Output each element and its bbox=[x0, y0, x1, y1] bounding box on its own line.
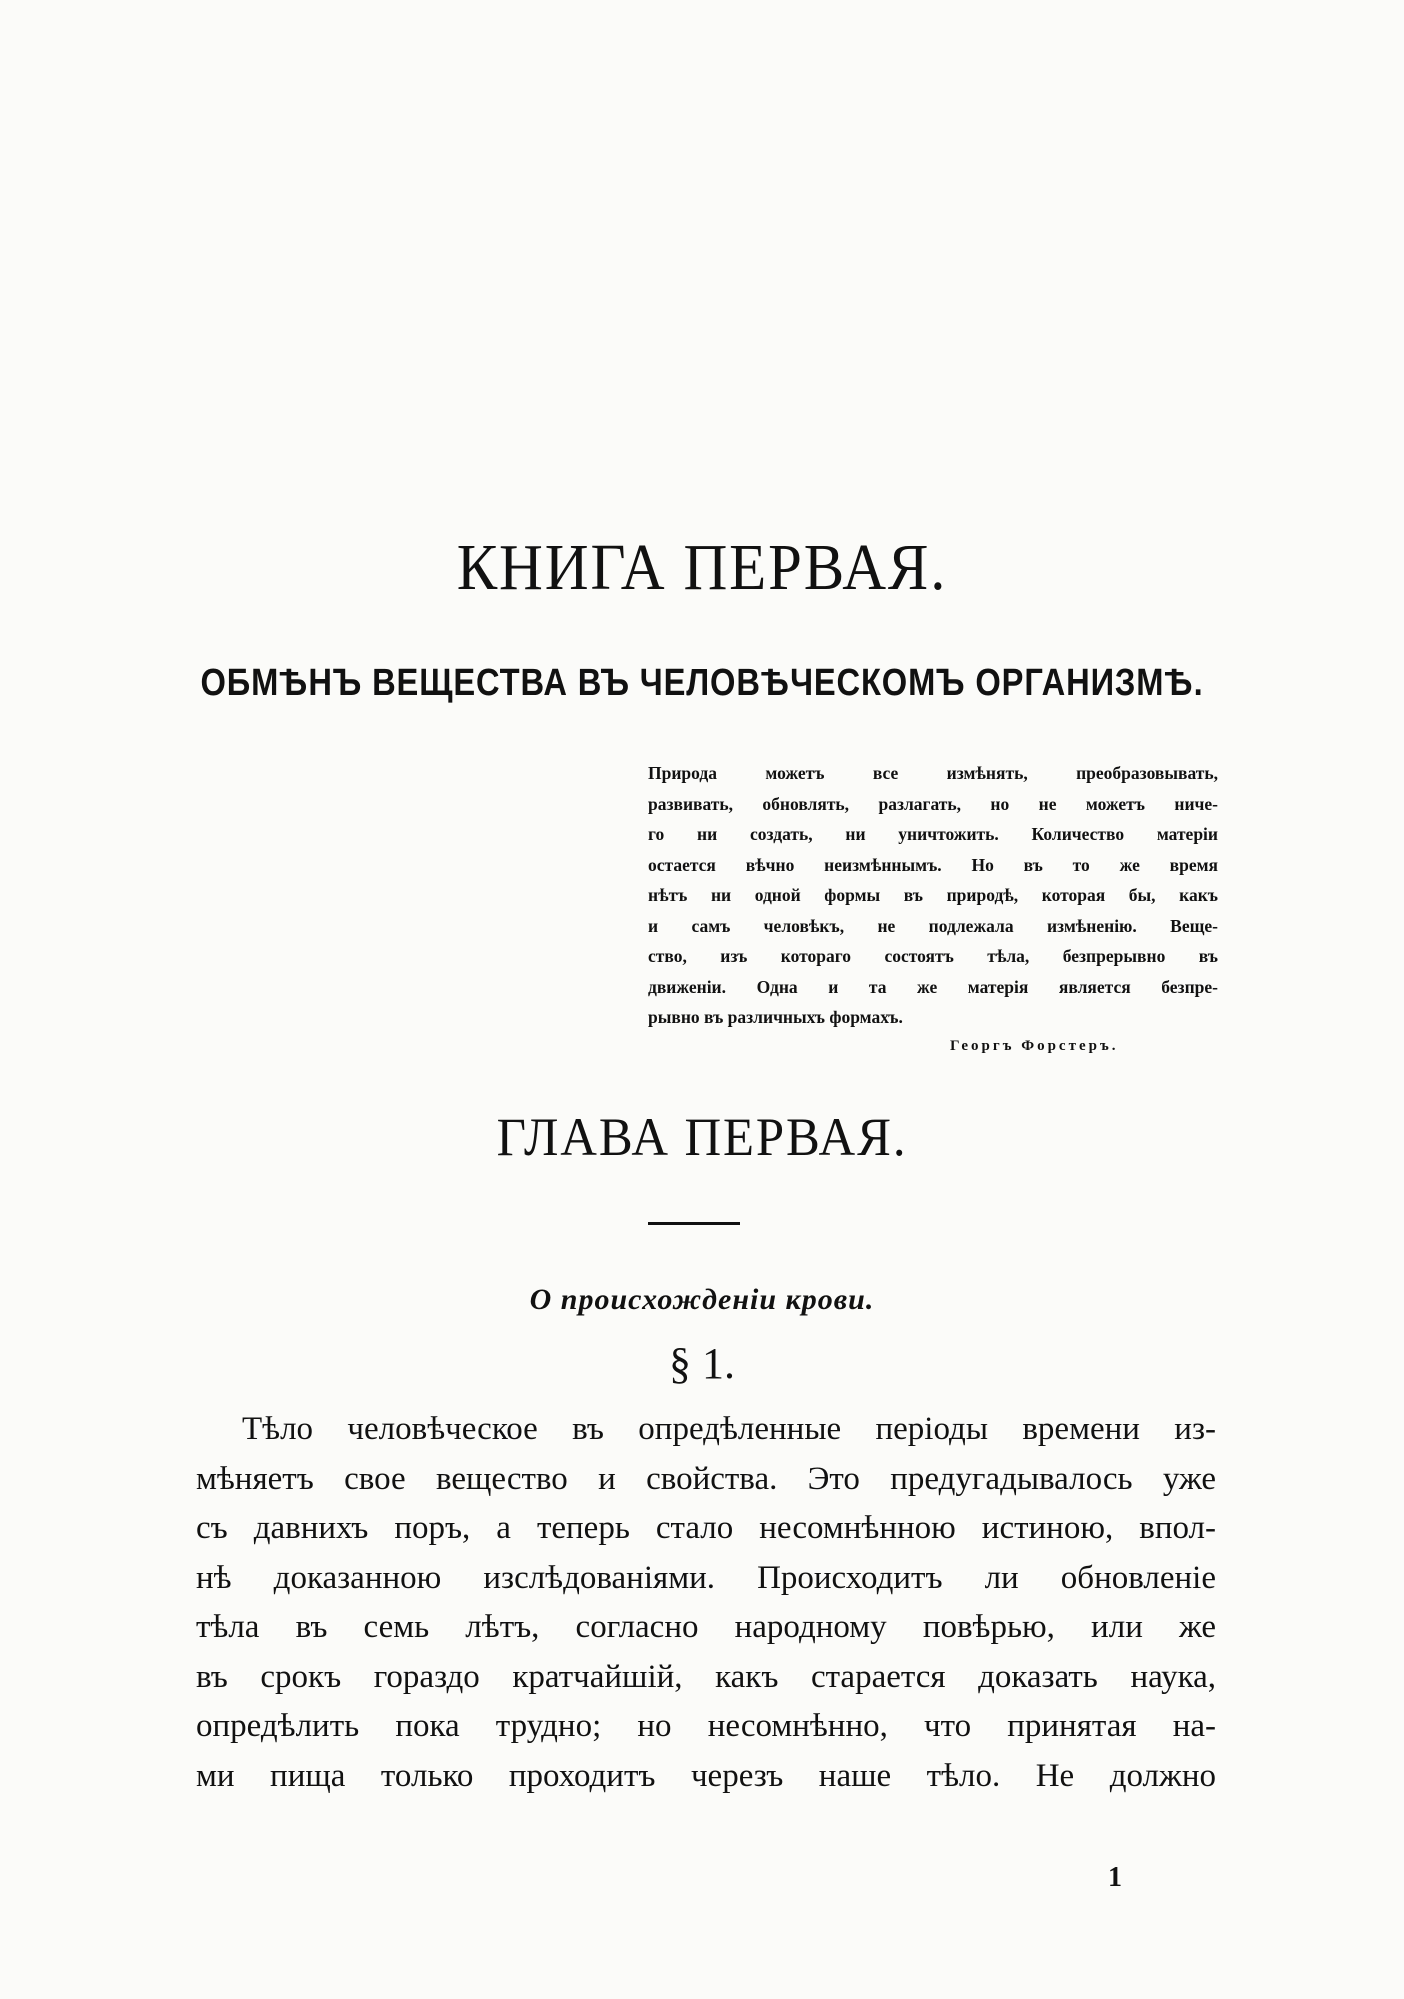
epigraph-line: и самъ человѣкъ, не подлежала измѣненію. Веще- bbox=[648, 915, 1218, 936]
chapter-title: ГЛАВА ПЕРВАЯ. bbox=[496, 1107, 908, 1167]
section-title: О происхожденіи крови. bbox=[529, 1283, 875, 1316]
body-line: Тѣло человѣческое въ опредѣленные періоды времени из- bbox=[242, 1411, 1216, 1447]
body-line: тѣла въ семь лѣтъ, согласно народному повѣрью, или же bbox=[196, 1609, 1216, 1645]
epigraph-line: рывно въ различныхъ формахъ. bbox=[648, 1007, 903, 1027]
body-line: мѣняетъ свое вещество и свойства. Это предугадывалось уже bbox=[196, 1460, 1216, 1497]
epigraph-line: Природа можетъ все измѣнять, преобразовывать, bbox=[648, 763, 1218, 783]
epigraph-line: остается вѣчно неизмѣннымъ. Но въ то же время bbox=[648, 854, 1218, 875]
book-subtitle: ОБМѢНЪ ВЕЩЕСТВА ВЪ ЧЕЛОВѢЧЕСКОМЪ ОРГАНИЗМѢ. bbox=[200, 662, 1204, 704]
epigraph bbox=[648, 758, 1218, 1033]
page-number: 1 bbox=[1108, 1862, 1122, 1893]
body-line: въ срокъ гораздо кратчайшій, какъ старается доказать наука, bbox=[196, 1658, 1216, 1695]
divider-rule bbox=[648, 1222, 740, 1225]
body-paragraph bbox=[196, 1405, 1216, 1801]
epigraph-line: нѣтъ ни одной формы въ природѣ, которая бы, какъ bbox=[648, 885, 1218, 905]
epigraph-line: движеніи. Одна и та же матерія является безпре- bbox=[648, 976, 1218, 997]
body-line: ми пища только проходитъ черезъ наше тѣло. Не должно bbox=[196, 1757, 1216, 1794]
epigraph-line: го ни создать, ни уничтожить. Количество матеріи bbox=[648, 824, 1218, 844]
book-title: КНИГА ПЕРВАЯ. bbox=[456, 531, 948, 604]
body-line: нѣ доказанною изслѣдованіями. Происходитъ ли обновленіе bbox=[196, 1559, 1216, 1596]
section-number: § 1. bbox=[669, 1339, 735, 1388]
body-line: съ давнихъ поръ, а теперь стало несомнѣнною истиною, впол- bbox=[196, 1510, 1216, 1546]
epigraph-line: ство, изъ котораго состоятъ тѣла, безпрерывно въ bbox=[648, 946, 1218, 966]
epigraph-author: Георгъ Форстеръ. bbox=[950, 1038, 1119, 1054]
body-line: опредѣлить пока трудно; но несомнѣнно, что принятая на- bbox=[196, 1708, 1216, 1744]
epigraph-line: развивать, обновлять, разлагать, но не можетъ ниче- bbox=[648, 793, 1218, 814]
